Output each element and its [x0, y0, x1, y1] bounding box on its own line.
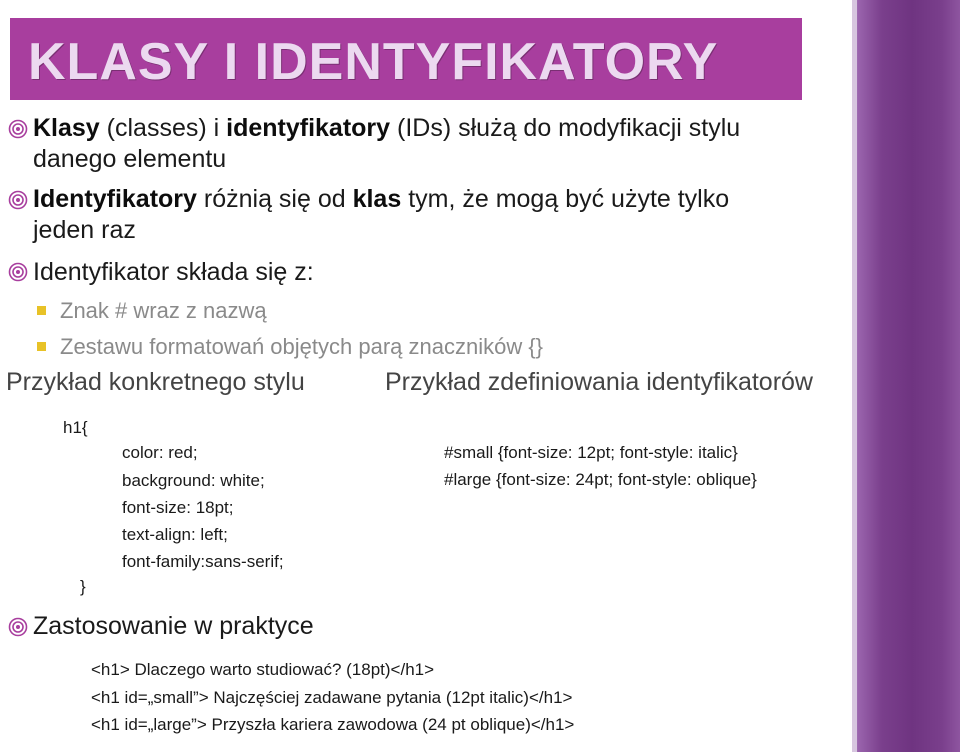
code-open: h1{: [63, 418, 88, 437]
bullet-1-line-2: danego elementu: [33, 145, 227, 173]
right-decorative-band: [852, 0, 960, 752]
code-prop: color: red;: [122, 443, 198, 462]
practice-bullet-text: Zastosowanie w praktyce: [33, 612, 314, 640]
bullet-3-text: Identyfikator składa się z:: [33, 258, 314, 286]
target-bullet-icon: [8, 190, 28, 210]
bullet-1-line-1: Klasy (classes) i identyfikatory (IDs) służą do modyfikacji stylu: [33, 114, 741, 142]
target-bullet-icon: [8, 617, 28, 637]
slide-title: KLASY I IDENTYFIKATORY: [28, 33, 719, 91]
code-prop: text-align: left;: [122, 525, 228, 544]
practice-line: <h1 id=„large”> Przyszła kariera zawodowa (24 pt oblique)</h1>: [91, 715, 575, 734]
subbullet-1: Znak # wraz z nazwą: [60, 298, 267, 323]
id-example: #small {font-size: 12pt; font-style: italic}: [444, 443, 738, 462]
bullet-2-line-1: Identyfikatory różnią się od klas tym, że mogą być użyte tylko: [33, 185, 730, 213]
target-bullet-icon: [8, 262, 28, 282]
code-close: }: [80, 577, 86, 596]
code-prop: font-family:sans-serif;: [122, 552, 284, 571]
practice-line: <h1 id=„small”> Najczęściej zadawane pytania (12pt italic)</h1>: [91, 688, 573, 707]
title-bar: [10, 18, 802, 100]
heading-id-example: Przykład zdefiniowania identyfikatorów: [385, 368, 813, 396]
target-bullet-icon: [8, 119, 28, 139]
practice-line: <h1> Dlaczego warto studiować? (18pt)</h1>: [91, 660, 435, 679]
square-bullet-icon: [37, 342, 46, 351]
bullet-2-line-2: jeden raz: [33, 216, 136, 244]
square-bullet-icon: [37, 306, 46, 315]
heading-style-example: Przykład konkretnego stylu: [6, 368, 305, 396]
id-example: #large {font-size: 24pt; font-style: oblique}: [444, 470, 757, 489]
code-prop: background: white;: [122, 471, 265, 490]
code-prop: font-size: 18pt;: [122, 498, 234, 517]
subbullet-2: Zestawu formatowań objętych parą znaczników {}: [60, 334, 544, 359]
